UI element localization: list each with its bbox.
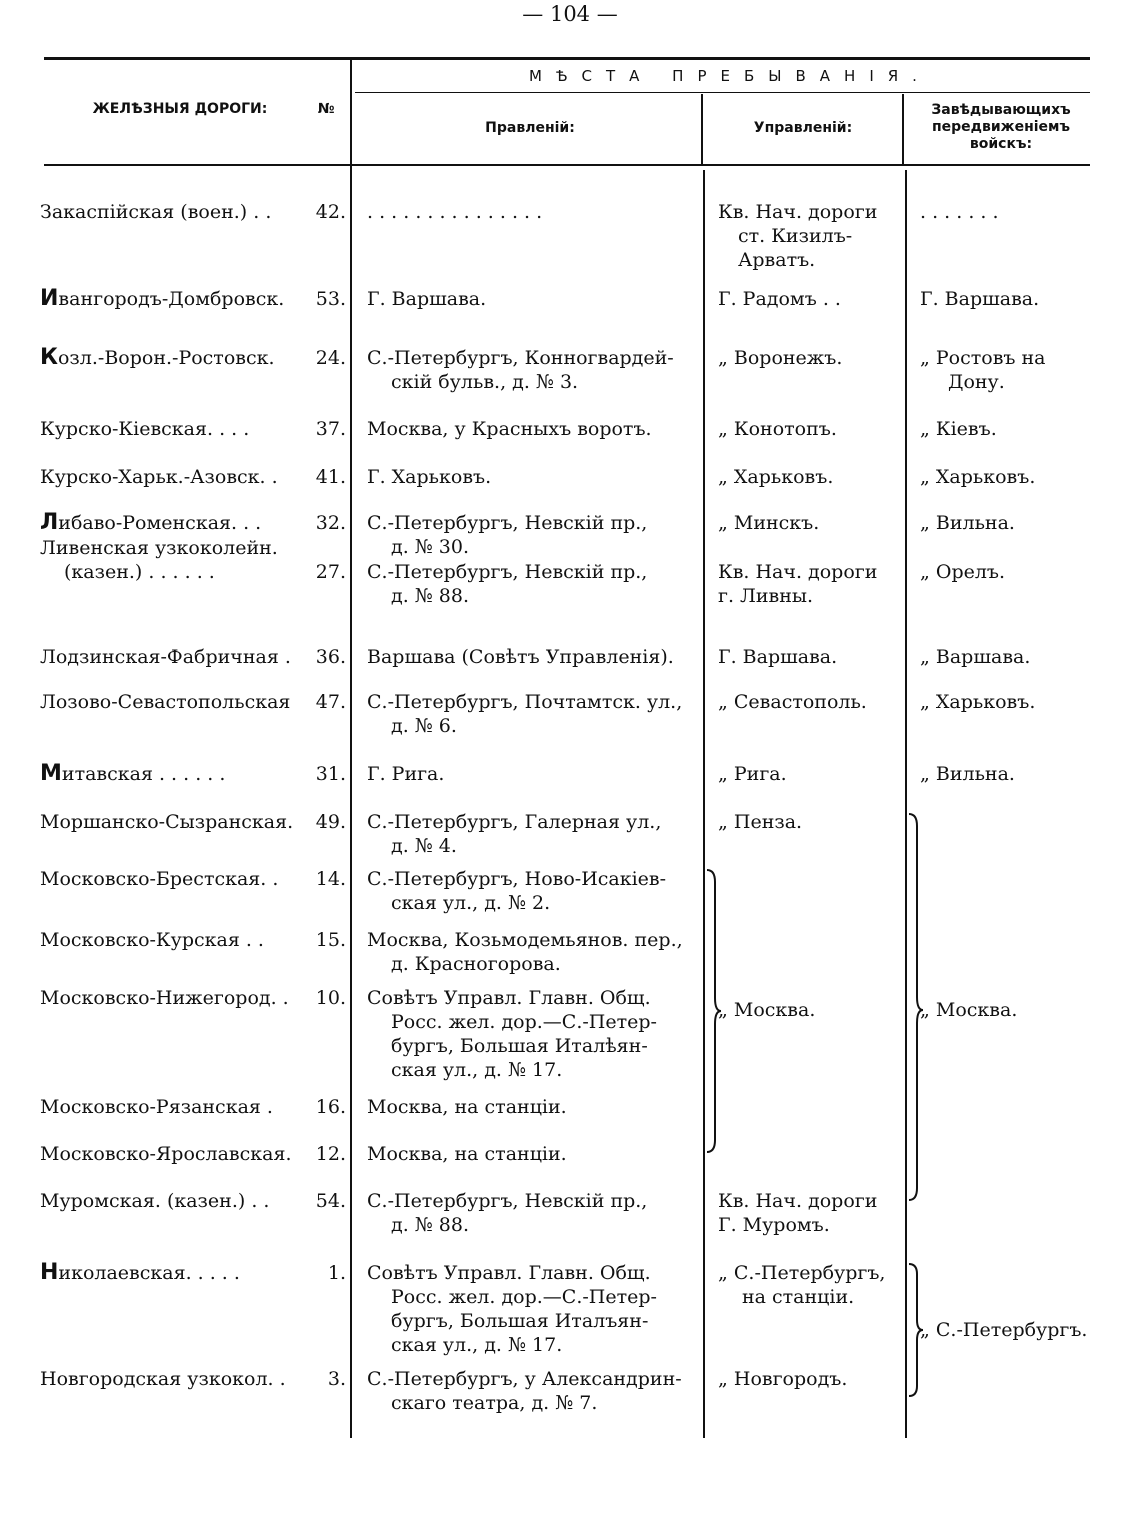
railway-name bbox=[40, 762, 225, 786]
railway-row-3 bbox=[40, 417, 346, 441]
railway-initial: К bbox=[40, 466, 55, 488]
railway-name-rest: одзинская-Фабричная . bbox=[55, 646, 291, 668]
railway-row-0 bbox=[40, 200, 346, 224]
pravlenie-line: С.-Петербургъ, Невскій пр., bbox=[367, 512, 648, 534]
railway-name bbox=[40, 1189, 269, 1213]
railway-number: 16. bbox=[315, 1096, 346, 1118]
railway-initial: М bbox=[40, 1096, 60, 1118]
pravlenie-line: ская ул., д. № 17. bbox=[391, 1059, 563, 1081]
brace-zaved-spb bbox=[905, 1262, 925, 1398]
col-divider-3 bbox=[902, 94, 904, 166]
railway-name-rest: осковско-Курская . . bbox=[59, 929, 264, 951]
upravlenie-line: „ Москва. bbox=[718, 999, 816, 1021]
pravlenie-line: С.-Петербургъ, Галерная ул., bbox=[367, 811, 662, 833]
railway-number: 27. bbox=[315, 561, 346, 583]
pravlenie-line: д. № 4. bbox=[391, 835, 457, 857]
zaved-line: „ Орелъ. bbox=[920, 561, 1006, 583]
railway-row-17 bbox=[40, 1261, 346, 1285]
railway-row-4 bbox=[40, 465, 346, 489]
railway-number: 37. bbox=[315, 418, 346, 440]
header-number: № bbox=[317, 101, 335, 117]
railway-name bbox=[40, 346, 275, 370]
upravlenie-line: „ Севастополь. bbox=[718, 691, 867, 713]
col-divider-2b bbox=[703, 170, 705, 1438]
railway-number: 14. bbox=[315, 868, 346, 890]
pravlenie-line: бургъ, Большая Италѣян- bbox=[391, 1035, 648, 1057]
header-bottom-rule bbox=[44, 164, 1090, 166]
zaved-line: „ Вильна. bbox=[920, 512, 1015, 534]
pravlenie-line: С.-Петербургъ, Почтамтск. ул., bbox=[367, 691, 683, 713]
pravlenie-line: Совѣтъ Управл. Главн. Общ. bbox=[367, 1262, 651, 1284]
zaved-line: „ Ростовъ на bbox=[920, 347, 1046, 369]
railway-row-2 bbox=[40, 346, 346, 370]
pravlenie-line: С.-Петербургъ, у Александрин- bbox=[367, 1368, 682, 1390]
pravlenie-line: Росс. жел. дор.—С.-Петер- bbox=[391, 1286, 657, 1308]
zaved-line: „ Харьковъ. bbox=[920, 466, 1036, 488]
pravlenie-line: Г. Харьковъ. bbox=[367, 466, 492, 488]
railway-initial: З bbox=[40, 201, 52, 223]
zaved-line: „ Варшава. bbox=[920, 646, 1031, 668]
railway-initial: М bbox=[40, 929, 60, 951]
upravlenie-line: Г. Радомъ . . bbox=[718, 288, 841, 310]
railway-row-6 bbox=[40, 536, 346, 584]
railway-initial: М bbox=[40, 811, 60, 833]
railway-initial: Л bbox=[40, 510, 59, 535]
railway-name bbox=[40, 867, 278, 891]
railway-name-rest: акаспійская (воен.) . . bbox=[51, 201, 272, 223]
railway-name bbox=[40, 287, 284, 311]
zaved-line: Дону. bbox=[948, 371, 1005, 393]
railway-initial: Н bbox=[40, 1368, 57, 1390]
railway-number: 24. bbox=[315, 347, 346, 369]
railway-name-rest: урско-Харьк.-Азовск. . bbox=[54, 466, 278, 488]
zaved-line: „ Москва. bbox=[920, 999, 1018, 1021]
zaved-line: „ Кіевъ. bbox=[920, 418, 997, 440]
upravlenie-line: „ Минскъ. bbox=[718, 512, 820, 534]
zaved-line: „ С.-Петербургъ. bbox=[920, 1319, 1088, 1341]
upravlenie-line: „ Харьковъ. bbox=[718, 466, 834, 488]
railway-name bbox=[40, 536, 278, 560]
header-railways: ЖЕЛѢЗНЫЯ ДОРОГИ: bbox=[92, 101, 268, 117]
railway-initial: К bbox=[40, 345, 58, 370]
pravlenie-line: С.-Петербургъ, Невскій пр., bbox=[367, 561, 648, 583]
col-divider-1 bbox=[350, 60, 352, 1438]
railway-number: 10. bbox=[315, 987, 346, 1009]
railway-row-10 bbox=[40, 810, 346, 834]
railway-initial: И bbox=[40, 286, 59, 311]
railway-number: 53. bbox=[315, 288, 346, 310]
upravlenie-line: „ Воронежъ. bbox=[718, 347, 843, 369]
railway-name-rest: ивенская узкоколейн. bbox=[55, 537, 278, 559]
railway-initial: М bbox=[40, 1143, 60, 1165]
railway-initial: К bbox=[40, 418, 55, 440]
zaved-line: „ Харьковъ. bbox=[920, 691, 1036, 713]
pravlenie-line: д. № 88. bbox=[391, 1214, 470, 1236]
col-divider-3b bbox=[905, 170, 907, 1438]
top-rule bbox=[44, 57, 1090, 60]
railway-initial: Л bbox=[40, 646, 56, 668]
upravlenie-line: ст. Кизилъ- bbox=[738, 225, 853, 247]
upravlenie-line: „ Новгородъ. bbox=[718, 1368, 848, 1390]
col-divider-2 bbox=[701, 94, 703, 166]
railway-name-rest: осковско-Ярославская. bbox=[59, 1143, 292, 1165]
page-number: — 104 — bbox=[522, 2, 618, 26]
railway-row-18 bbox=[40, 1367, 346, 1391]
railway-number: 32. bbox=[315, 512, 346, 534]
railway-number: 49. bbox=[315, 811, 346, 833]
railway-initial: Н bbox=[40, 1260, 59, 1285]
upravlenie-line: Кв. Нач. дороги bbox=[718, 1190, 878, 1212]
upravlenie-line: г. Ливны. bbox=[718, 585, 814, 607]
railway-name bbox=[40, 986, 289, 1010]
upravlenie-line: Г. Варшава. bbox=[718, 646, 838, 668]
railway-name bbox=[40, 1095, 273, 1119]
railway-row-11 bbox=[40, 867, 346, 891]
railway-name-rest: озл.-Ворон.-Ростовск. bbox=[57, 347, 275, 369]
railway-initial: М bbox=[40, 761, 62, 786]
upravlenie-line: Кв. Нач. дороги bbox=[718, 201, 878, 223]
brace-zaved-moskva-shape bbox=[905, 812, 925, 1202]
zaved-line: Г. Варшава. bbox=[920, 288, 1040, 310]
pravlenie-line: ская ул., д. № 17. bbox=[391, 1334, 563, 1356]
railway-number: 3. bbox=[327, 1368, 346, 1390]
railway-name bbox=[40, 417, 249, 441]
railway-row-8 bbox=[40, 690, 346, 714]
railway-initial: М bbox=[40, 1190, 60, 1212]
railway-name-rest: озово-Севастопольская bbox=[55, 691, 291, 713]
railway-name-rest: оршанско-Сызранская. bbox=[59, 811, 294, 833]
railway-name bbox=[40, 511, 261, 535]
railway-name-rest: осковско-Нижегород. . bbox=[59, 987, 289, 1009]
railway-number: 31. bbox=[315, 763, 346, 785]
railway-row-9 bbox=[40, 762, 346, 786]
railway-initial: Л bbox=[40, 537, 56, 559]
upravlenie-line: Арватъ. bbox=[738, 249, 816, 271]
pravlenie-line: Г. Варшава. bbox=[367, 288, 487, 310]
header-zaved: Завѣдывающихъ передвиженіемъ войскъ: bbox=[931, 102, 1071, 152]
upravlenie-line: „ Рига. bbox=[718, 763, 787, 785]
railway-name bbox=[40, 810, 293, 834]
railway-row-7 bbox=[40, 645, 346, 669]
railway-name-line2: (казен.) . . . . . . bbox=[64, 561, 215, 583]
railway-row-1 bbox=[40, 287, 346, 311]
upravlenie-line: „ С.-Петербургъ, bbox=[718, 1262, 886, 1284]
brace-zaved-moskva bbox=[905, 812, 925, 1202]
railway-number: 36. bbox=[315, 646, 346, 668]
upravlenie-line: „ Пенза. bbox=[718, 811, 803, 833]
header-pravleniy: Правленій: bbox=[485, 120, 575, 136]
railway-row-13 bbox=[40, 986, 346, 1010]
railway-number: 1. bbox=[327, 1262, 346, 1284]
pravlenie-line: скій бульв., д. № 3. bbox=[391, 371, 579, 393]
railway-number: 54. bbox=[315, 1190, 346, 1212]
railway-number: 15. bbox=[315, 929, 346, 951]
pravlenie-line: д. № 88. bbox=[391, 585, 470, 607]
railway-row-16 bbox=[40, 1189, 346, 1213]
pravlenie-line: Совѣтъ Управл. Главн. Общ. bbox=[367, 987, 651, 1009]
railway-name bbox=[40, 200, 271, 224]
pravlenie-line: Варшава (Совѣтъ Управленія). bbox=[367, 646, 674, 668]
railway-initial: М bbox=[40, 868, 60, 890]
railway-name-rest: ибаво-Роменская. . . bbox=[58, 512, 262, 534]
pravlenie-line: Москва, у Красныхъ воротъ. bbox=[367, 418, 652, 440]
railway-name bbox=[40, 928, 264, 952]
railway-name-rest: урско-Кіевская. . . . bbox=[54, 418, 250, 440]
railway-name-rest: овгородская узкокол. . bbox=[56, 1368, 286, 1390]
railway-row-15 bbox=[40, 1142, 346, 1166]
pravlenie-line: д. № 30. bbox=[391, 536, 470, 558]
pravlenie-line: Москва, на станціи. bbox=[367, 1096, 567, 1118]
railway-number: 41. bbox=[315, 466, 346, 488]
railway-name-rest: уромская. (казен.) . . bbox=[59, 1190, 270, 1212]
pravlenie-line: бургъ, Большая Италъян- bbox=[391, 1310, 649, 1332]
railway-name bbox=[40, 1142, 292, 1166]
pravlenie-line: д. № 6. bbox=[391, 715, 457, 737]
railway-number: 47. bbox=[315, 691, 346, 713]
upravlenie-line: „ Конотопъ. bbox=[718, 418, 837, 440]
railway-name bbox=[40, 690, 290, 714]
pravlenie-line: С.-Петербургъ, Ново-Исакіев- bbox=[367, 868, 667, 890]
pravlenie-line: С.-Петербургъ, Конногвардей- bbox=[367, 347, 674, 369]
pravlenie-line: Москва, на станціи. bbox=[367, 1143, 567, 1165]
railway-initial: Л bbox=[40, 691, 56, 713]
railway-number: 12. bbox=[315, 1143, 346, 1165]
zaved-line: . . . . . . . bbox=[920, 201, 999, 223]
upravlenie-line: Кв. Нач. дороги bbox=[718, 561, 878, 583]
railway-name-rest: вангородъ-Домбровск. bbox=[58, 288, 285, 310]
upravlenie-line: Г. Муромъ. bbox=[718, 1214, 830, 1236]
pravlenie-line: Г. Рига. bbox=[367, 763, 445, 785]
pravlenie-line: д. Красногорова. bbox=[391, 953, 561, 975]
railway-initial: М bbox=[40, 987, 60, 1009]
header-upravleniy: Управленій: bbox=[753, 120, 853, 136]
railway-name bbox=[40, 465, 278, 489]
pravlenie-line: ская ул., д. № 2. bbox=[391, 892, 551, 914]
pravlenie-line: Росс. жел. дор.—С.-Петер- bbox=[391, 1011, 657, 1033]
header-locations: МѢСТА ПРЕБЫВАНІЯ. bbox=[529, 67, 931, 85]
railway-name-rest: итавская . . . . . . bbox=[61, 763, 226, 785]
upravlenie-line: на станціи. bbox=[742, 1286, 855, 1308]
header-rule-inner bbox=[355, 92, 1090, 93]
railway-name-rest: осковско-Брестская. . bbox=[59, 868, 279, 890]
zaved-line: „ Вильна. bbox=[920, 763, 1015, 785]
pravlenie-line: С.-Петербургъ, Невскій пр., bbox=[367, 1190, 648, 1212]
railway-number: 42. bbox=[315, 201, 346, 223]
brace-upravleniy-moskva bbox=[703, 868, 723, 1154]
railway-row-5 bbox=[40, 511, 346, 535]
railway-name-rest: осковско-Рязанская . bbox=[59, 1096, 273, 1118]
pravlenie-line: . . . . . . . . . . . . . . . bbox=[367, 201, 543, 223]
pravlenie-line: скаго театра, д. № 7. bbox=[391, 1392, 598, 1414]
railway-name-rest: иколаевская. . . . . bbox=[58, 1262, 240, 1284]
railway-row-14 bbox=[40, 1095, 346, 1119]
brace-zaved-spb-shape bbox=[905, 1262, 925, 1398]
railway-row-12 bbox=[40, 928, 346, 952]
railway-name bbox=[40, 1261, 240, 1285]
railway-name bbox=[40, 645, 291, 669]
brace-upravleniy-moskva-shape bbox=[703, 868, 723, 1154]
railway-name bbox=[40, 1367, 286, 1391]
pravlenie-line: Москва, Козьмодемьянов. пер., bbox=[367, 929, 683, 951]
